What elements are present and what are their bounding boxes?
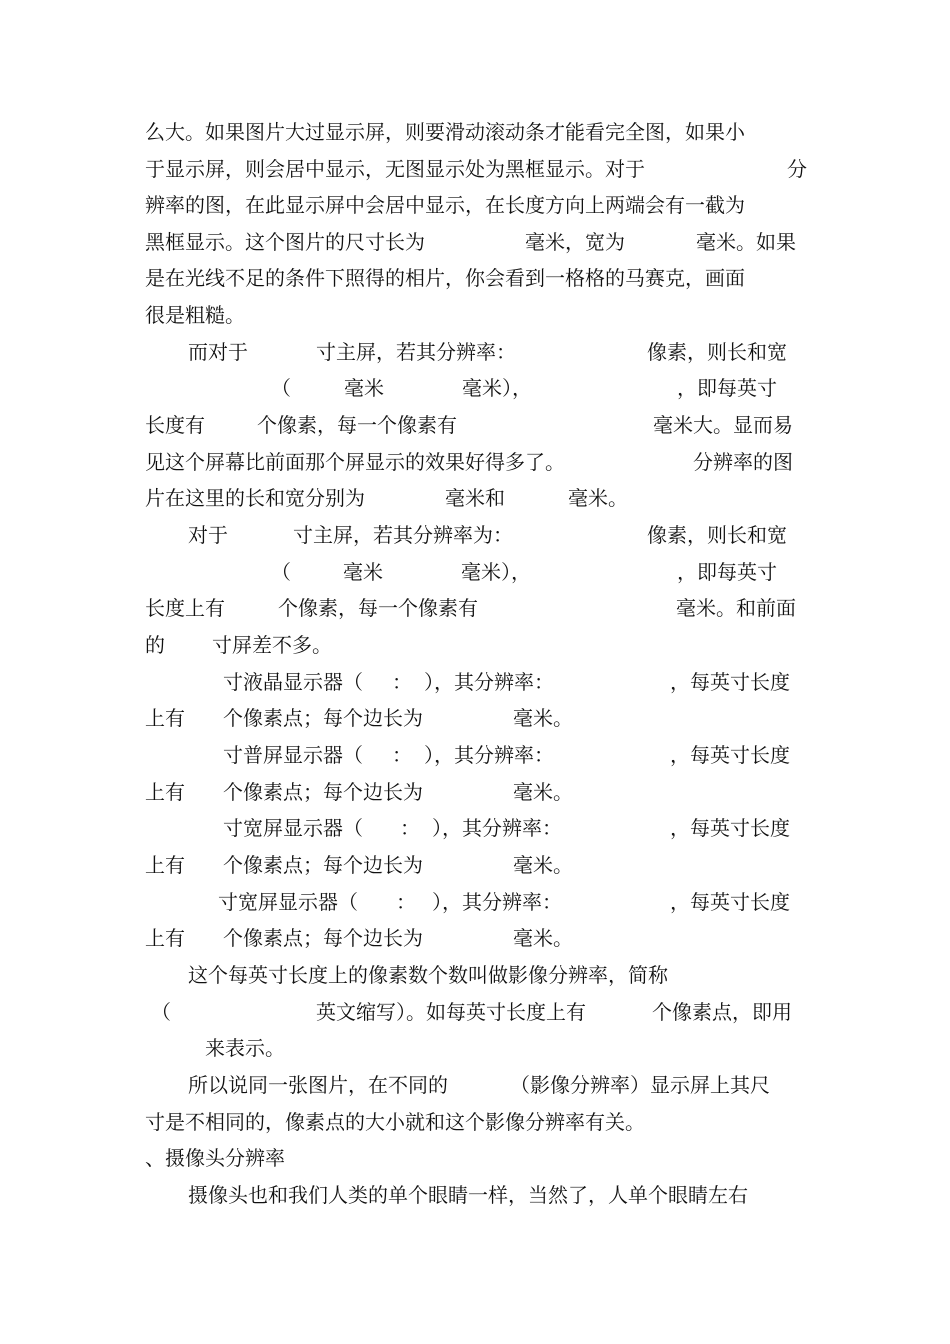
text-line (145, 888, 807, 916)
text-segment: ，每英寸长度 (670, 816, 790, 840)
text-segment: 毫米。 (568, 486, 628, 510)
text-line (145, 998, 807, 1026)
text-line (145, 558, 807, 586)
text-segment: （ (271, 560, 291, 584)
text-segment: 毫米 (344, 376, 384, 400)
text-segment: 毫米。如果 (696, 230, 796, 254)
text-segment: ： (392, 743, 412, 767)
text-segment: （影像分辨率）显示屏上其尺 (510, 1073, 770, 1097)
text-line (145, 484, 807, 512)
text-segment: 个像素点；每个边长为 (223, 926, 423, 950)
text-line (145, 851, 807, 879)
text-segment: 毫米。 (513, 780, 573, 804)
text-segment: 上有 (145, 926, 185, 950)
text-segment: 于显示屏，则会居中显示，无图显示处为黑框显示。对于 (145, 157, 645, 181)
text-line (145, 228, 807, 256)
text-segment: 片在这里的长和宽分别为 (145, 486, 365, 510)
text-segment: ），其分辨率： (432, 816, 562, 840)
text-segment: 所以说同一张图片，在不同的 (188, 1073, 448, 1097)
text-segment: 毫米。 (513, 853, 573, 877)
text-segment: 分辨率的图 (693, 450, 793, 474)
text-segment: 个像素，每一个像素有 (278, 596, 478, 620)
text-segment: 个像素，每一个像素有 (257, 413, 457, 437)
text-segment: 上有 (145, 706, 185, 730)
text-segment: ，每英寸长度 (670, 890, 790, 914)
text-segment: 来表示。 (205, 1036, 285, 1060)
text-segment: 而对于 (188, 340, 248, 364)
text-line (145, 1071, 807, 1099)
section-heading (145, 1144, 807, 1172)
text-segment: 像素，则长和宽 (647, 523, 787, 547)
text-segment: 像素，则长和宽 (647, 340, 787, 364)
text-segment: 毫米 (343, 560, 383, 584)
text-segment: 寸宽屏显示器（ (223, 816, 363, 840)
text-segment: ： (392, 670, 412, 694)
text-line (145, 374, 807, 402)
text-line (145, 704, 807, 732)
text-segment: 上有 (145, 853, 185, 877)
text-segment: ，即每英寸 (677, 376, 777, 400)
text-segment: 黑框显示。这个图片的尺寸长为 (145, 230, 425, 254)
text-line (145, 411, 807, 439)
text-segment: 个像素点，即用 (652, 1000, 792, 1024)
text-line (145, 1034, 807, 1062)
text-line: 寸是不相同的，像素点的大小就和这个影像分辨率有关。 (145, 1110, 645, 1134)
text-segment: 寸主屏，若其分辨率为： (293, 523, 513, 547)
text-segment: （ (151, 1000, 171, 1024)
text-segment: 毫米，宽为 (525, 230, 625, 254)
text-segment: 个像素点；每个边长为 (223, 853, 423, 877)
text-segment: 对于 (188, 523, 228, 547)
text-line (145, 814, 807, 842)
text-segment: 寸液晶显示器（ (223, 670, 363, 694)
text-segment: （ (271, 376, 291, 400)
text-line (145, 338, 807, 366)
text-segment: ），其分辨率： (432, 890, 562, 914)
text-segment: 毫米）， (461, 560, 531, 584)
text-segment: 摄像头也和我们人类的单个眼睛一样，当然了，人单个眼睛左右 (188, 1183, 748, 1207)
text-segment: ： (396, 890, 416, 914)
text-segment: 毫米大。显而易 (653, 413, 793, 437)
text-segment: ，每英寸长度 (670, 743, 790, 767)
text-segment: ： (400, 816, 420, 840)
text-line: 辨率的图，在此显示屏中会居中显示，在长度方向上两端会有一截为 (145, 193, 745, 217)
text-line (145, 778, 807, 806)
text-segment: 毫米）， (462, 376, 532, 400)
text-segment: 的 (145, 633, 165, 657)
text-segment: ），其分辨率： (424, 743, 554, 767)
text-segment: 毫米。和前面 (676, 596, 796, 620)
text-line (145, 521, 807, 549)
text-segment: 毫米和 (445, 486, 505, 510)
text-segment: 毫米。 (513, 706, 573, 730)
text-segment: 、摄像头分辨率 (145, 1146, 285, 1170)
text-segment: ），其分辨率： (424, 670, 554, 694)
text-segment: 寸屏差不多。 (212, 633, 332, 657)
text-segment: 毫米。 (513, 926, 573, 950)
text-line: 很是粗糙。 (145, 303, 245, 327)
text-line (145, 961, 807, 989)
text-line (145, 1181, 807, 1209)
text-segment: 个像素点；每个边长为 (223, 780, 423, 804)
text-segment: 英文缩写）。如每英寸长度上有 (316, 1000, 586, 1024)
text-segment: 长度有 (145, 413, 205, 437)
text-line (145, 668, 807, 696)
text-segment: 见这个屏幕比前面那个屏显示的效果好得多了。 (145, 450, 565, 474)
text-segment: ，每英寸长度 (670, 670, 790, 694)
text-segment: 分 (787, 157, 807, 181)
text-segment: 这个每英寸长度上的像素数个数叫做影像分辨率，简称 (188, 963, 668, 987)
text-line (145, 741, 807, 769)
text-segment: 个像素点；每个边长为 (223, 706, 423, 730)
text-line (145, 448, 807, 476)
text-segment: 寸普屏显示器（ (223, 743, 363, 767)
text-line (145, 594, 807, 622)
text-segment: ，即每英寸 (677, 560, 777, 584)
text-segment: 上有 (145, 780, 185, 804)
text-line (145, 631, 807, 659)
text-segment: 寸主屏，若其分辨率： (316, 340, 516, 364)
text-line: 是在光线不足的条件下照得的相片，你会看到一格格的马赛克，画面 (145, 266, 745, 290)
text-segment: 长度上有 (145, 596, 225, 620)
text-line: 么大。如果图片大过显示屏，则要滑动滚动条才能看完全图，如果小 (145, 120, 745, 144)
text-segment: 寸宽屏显示器（ (218, 890, 358, 914)
text-line (145, 924, 807, 952)
text-line (145, 155, 807, 183)
